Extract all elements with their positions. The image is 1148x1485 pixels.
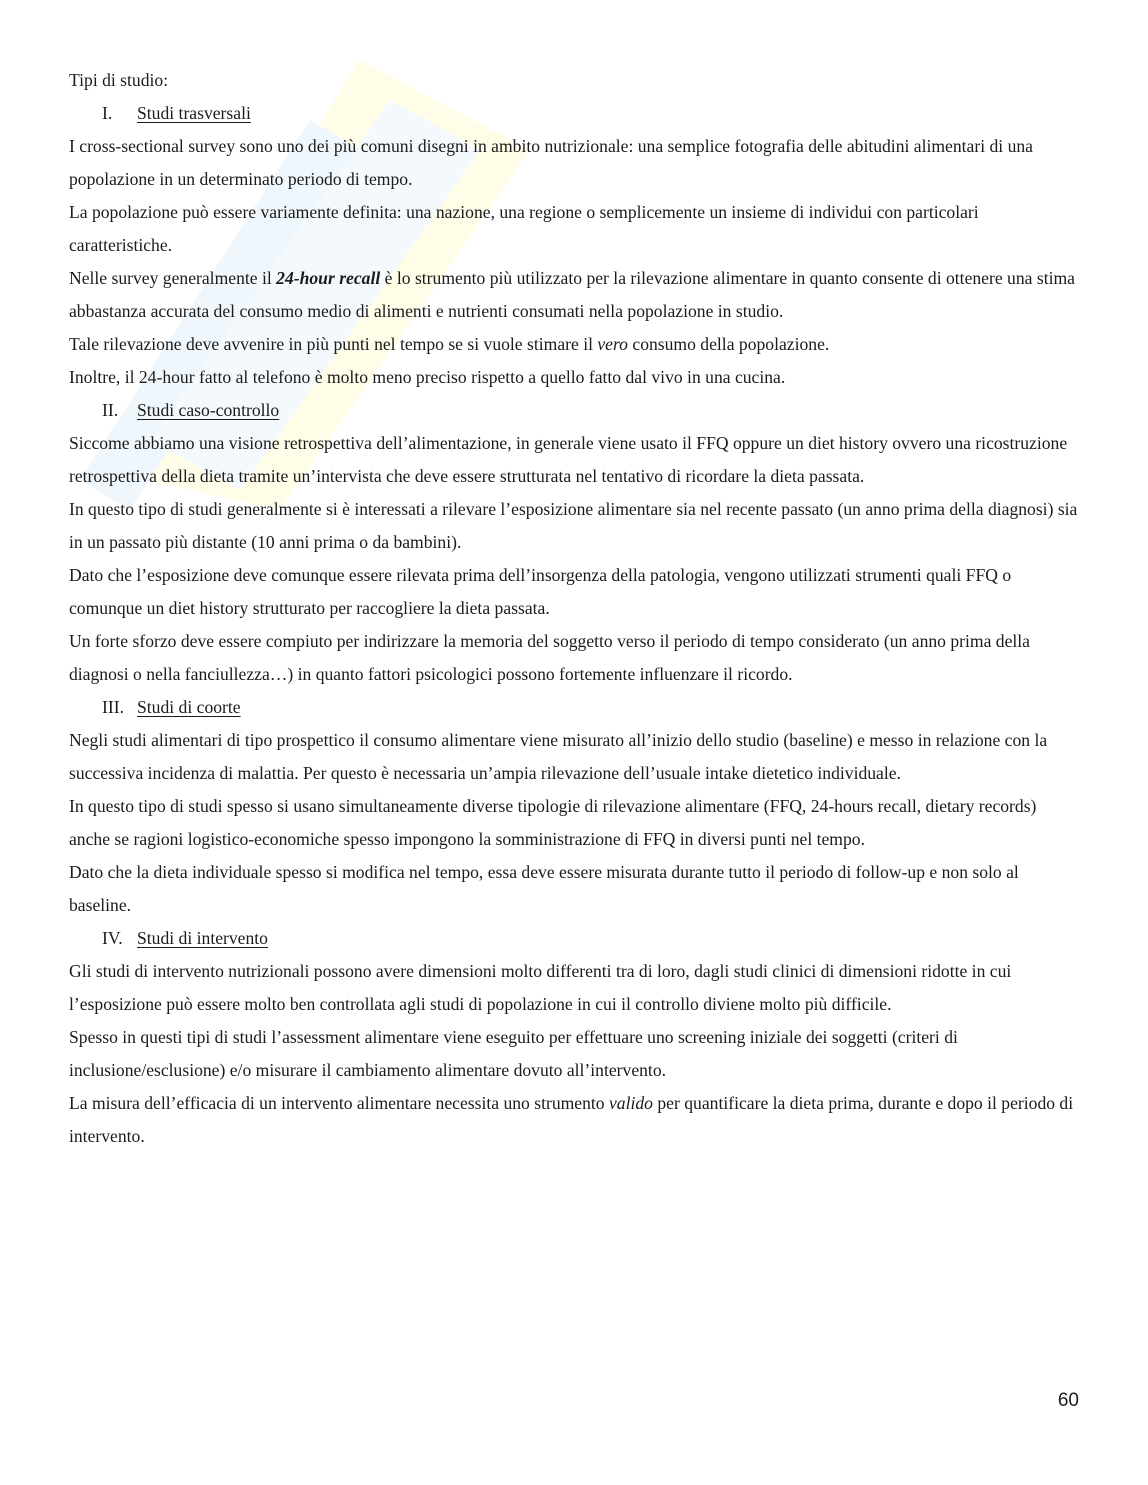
section-number: IV. <box>102 928 123 948</box>
paragraph: Un forte sforzo deve essere compiuto per indirizzare la memoria del soggetto verso il periodo di tempo considerato (un anno prima della diagnosi o nella fanciullezza…) in quanto fattori psicologici possono fortemente influenzare il ricordo. <box>69 631 1030 684</box>
document-body <box>69 64 1081 1153</box>
section-heading-1 <box>69 97 1081 130</box>
page-number: 60 <box>1057 1390 1079 1411</box>
text-run: La misura dell’efficacia di un intervento alimentare necessita uno strumento <box>69 1093 609 1113</box>
emphasis-text: 24-hour recall <box>276 268 381 288</box>
section-number: II. <box>102 400 119 420</box>
intro-text: Tipi di studio: <box>69 70 169 90</box>
text-run: Nelle survey generalmente il <box>69 268 277 288</box>
text-run: Tale rilevazione deve avvenire in più punti nel tempo se si vuole stimare il <box>69 334 598 354</box>
section-heading-2 <box>69 394 1081 427</box>
section-title: Studi di coorte <box>137 697 241 717</box>
paragraph: I cross-sectional survey sono uno dei più comuni disegni in ambito nutrizionale: una semplice fotografia delle abitudini alimentari di una popolazione in un determinato periodo di tempo. <box>69 136 1033 189</box>
paragraph: In questo tipo di studi generalmente si è interessati a rilevare l’esposizione alimentare sia nel recente passato (un anno prima della diagnosi) sia in un passato più distante (10 anni prima o da bambini). <box>69 499 1078 552</box>
paragraph: Dato che l’esposizione deve comunque essere rilevata prima dell’insorgenza della patologia, vengono utilizzati strumenti quali FFQ o comunque un diet history strutturato per raccogliere la dieta passata. <box>69 565 1012 618</box>
paragraph: La popolazione può essere variamente definita: una nazione, una regione o semplicemente un insieme di individui con particolari caratteristiche. <box>69 202 979 255</box>
emphasis-text: vero <box>597 334 628 354</box>
paragraph: Gli studi di intervento nutrizionali possono avere dimensioni molto differenti tra di loro, dagli studi clinici di dimensioni ridotte in cui l’esposizione può essere molto ben controllata agli studi di popolazione in cui il controllo diviene molto più difficile. <box>69 961 1012 1014</box>
paragraph <box>69 328 1081 361</box>
paragraph: Dato che la dieta individuale spesso si modifica nel tempo, essa deve essere misurata durante tutto il periodo di follow-up e non solo al baseline. <box>69 862 1019 915</box>
section-heading-3 <box>69 691 1081 724</box>
paragraph: Negli studi alimentari di tipo prospettico il consumo alimentare viene misurato all’inizio dello studio (baseline) e messo in relazione con la successiva incidenza di malattia. Per questo è necessaria un’ampia rilevazione dell’usuale intake dietetico individuale. <box>69 730 1048 783</box>
paragraph <box>69 262 1081 328</box>
section-title: Studi caso-controllo <box>137 400 280 420</box>
paragraph <box>69 1087 1081 1153</box>
section-number: III. <box>102 697 124 717</box>
section-title: Studi trasversali <box>137 103 251 123</box>
section-number: I. <box>102 103 113 123</box>
section-heading-4 <box>69 922 1081 955</box>
paragraph: Spesso in questi tipi di studi l’assessment alimentare viene eseguito per effettuare uno screening iniziale dei soggetti (criteri di inclusione/esclusione) e/o misurare il cambiamento alimentare dovuto all’intervento. <box>69 1027 958 1080</box>
text-run: consumo della popolazione. <box>627 334 830 354</box>
text-run: è lo strumento più utilizzato per la rilevazione alimentare in quanto consente di ottenere una stima abbastanza accurata del consumo medio di alimenti e nutrienti consumati nella popolazione in studio. <box>69 268 1075 321</box>
paragraph: Siccome abbiamo una visione retrospettiva dell’alimentazione, in generale viene usato il FFQ oppure un diet history ovvero una ricostruzione retrospettiva della dieta tramite un’intervista che deve essere strutturata nel tentativo di ricordare la dieta passata. <box>69 433 1068 486</box>
paragraph: Inoltre, il 24-hour fatto al telefono è molto meno preciso rispetto a quello fatto dal vivo in una cucina. <box>69 367 786 387</box>
text-run: per quantificare la dieta prima, durante e dopo il periodo di intervento. <box>69 1093 1074 1146</box>
paragraph: In questo tipo di studi spesso si usano simultaneamente diverse tipologie di rilevazione alimentare (FFQ, 24-hours recall, dietary records) anche se ragioni logistico-economiche spesso impongono la somministrazione di FFQ in diversi punti nel tempo. <box>69 796 1037 849</box>
emphasis-text: valido <box>609 1093 653 1113</box>
section-title: Studi di intervento <box>137 928 268 948</box>
